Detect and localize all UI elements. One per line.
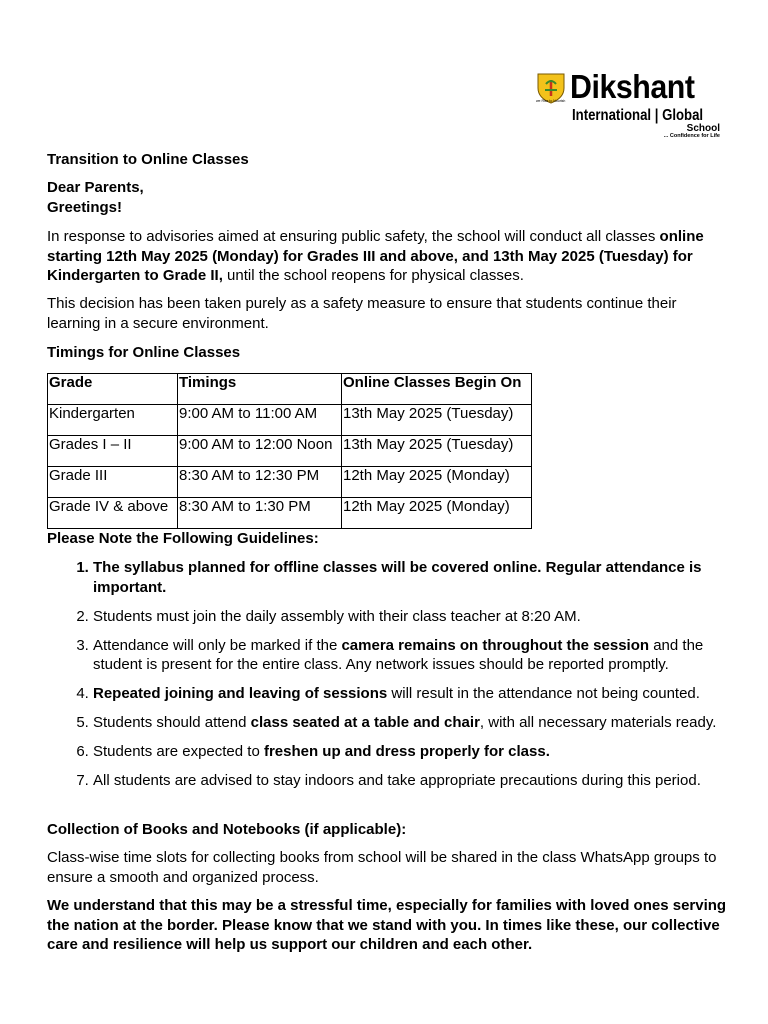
intro-paragraph: In response to advisories aimed at ensuring public safety, the school will conduct all classes online starting 12th May 2025 (Monday) for Grades III and above, and 13th May 2025 (Tuesday) for Kindergarten to Grade II, until the school reopens for physical classes.	[47, 228, 704, 284]
cell-timings: 8:30 AM to 12:30 PM	[178, 467, 342, 498]
logo-tagline: ... Confidence for Life	[663, 133, 720, 139]
header-begin-on: Online Classes Begin On	[342, 374, 532, 405]
school-logo	[534, 70, 724, 142]
logo-subtitle: International | Global	[572, 107, 704, 124]
books-heading: Collection of Books and Notebooks (if applicable):	[47, 821, 407, 838]
greeting: Greetings!	[47, 198, 123, 216]
table-row	[48, 498, 532, 529]
table-row	[48, 405, 532, 436]
logo-motto: we Rise to Nourish	[536, 99, 566, 103]
list-item: 6. Students are expected to freshen up and dress properly for class.	[93, 742, 725, 762]
guidelines-list	[47, 558, 725, 800]
books-paragraph: Class-wise time slots for collecting books from school will be shared in the class WhatsApp groups to ensure a smooth and organized process.	[47, 849, 717, 886]
decision-paragraph: This decision has been taken purely as a safety measure to ensure that students continue their learning in a secure environment.	[47, 295, 677, 332]
page-title: Transition to Online Classes	[47, 151, 249, 168]
cell-timings: 9:00 AM to 12:00 Noon	[178, 436, 342, 467]
salutation: Dear Parents,	[47, 179, 144, 196]
cell-begin-on: 12th May 2025 (Monday)	[342, 467, 532, 498]
list-item: 2. Students must join the daily assembly with their class teacher at 8:20 AM.	[93, 607, 725, 627]
list-item: 7. All students are advised to stay indoors and take appropriate precautions during this period.	[93, 771, 725, 791]
table-row	[48, 467, 532, 498]
cell-grade: Grades I – II	[48, 436, 178, 467]
list-item: 5. Students should attend class seated at a table and chair, with all necessary materials ready.	[93, 713, 725, 733]
list-item: 4. Repeated joining and leaving of sessions will result in the attendance not being counted.	[93, 684, 725, 704]
greeting-block	[47, 178, 144, 217]
logo-school: School	[686, 123, 720, 134]
header-grade: Grade	[48, 374, 178, 405]
cell-begin-on: 13th May 2025 (Tuesday)	[342, 405, 532, 436]
cell-grade: Grade III	[48, 467, 178, 498]
timings-heading: Timings for Online Classes	[47, 344, 241, 361]
logo-brand: Dikshant	[570, 68, 695, 105]
cell-begin-on: 13th May 2025 (Tuesday)	[342, 436, 532, 467]
cell-timings: 8:30 AM to 1:30 PM	[178, 498, 342, 529]
list-item: 3. Attendance will only be marked if the camera remains on throughout the session and the student is present for the entire class. Any network issues should be reported promptly.	[93, 636, 725, 675]
header-timings: Timings	[178, 374, 342, 405]
table-row	[48, 436, 532, 467]
cell-grade: Kindergarten	[48, 405, 178, 436]
timings-table	[47, 373, 532, 529]
cell-begin-on: 12th May 2025 (Monday)	[342, 498, 532, 529]
closing-paragraph: We understand that this may be a stressful time, especially for families with loved ones serving the nation at the border. Please know that we stand with you. In times like these, our collective care and resilience will help us support our children and each other.	[47, 897, 727, 953]
table-header-row	[48, 374, 532, 405]
guidelines-heading: Please Note the Following Guidelines:	[47, 530, 319, 547]
cell-grade: Grade IV & above	[48, 498, 178, 529]
list-item: 1. The syllabus planned for offline classes will be covered online. Regular attendance is important.	[93, 558, 725, 597]
cell-timings: 9:00 AM to 11:00 AM	[178, 405, 342, 436]
